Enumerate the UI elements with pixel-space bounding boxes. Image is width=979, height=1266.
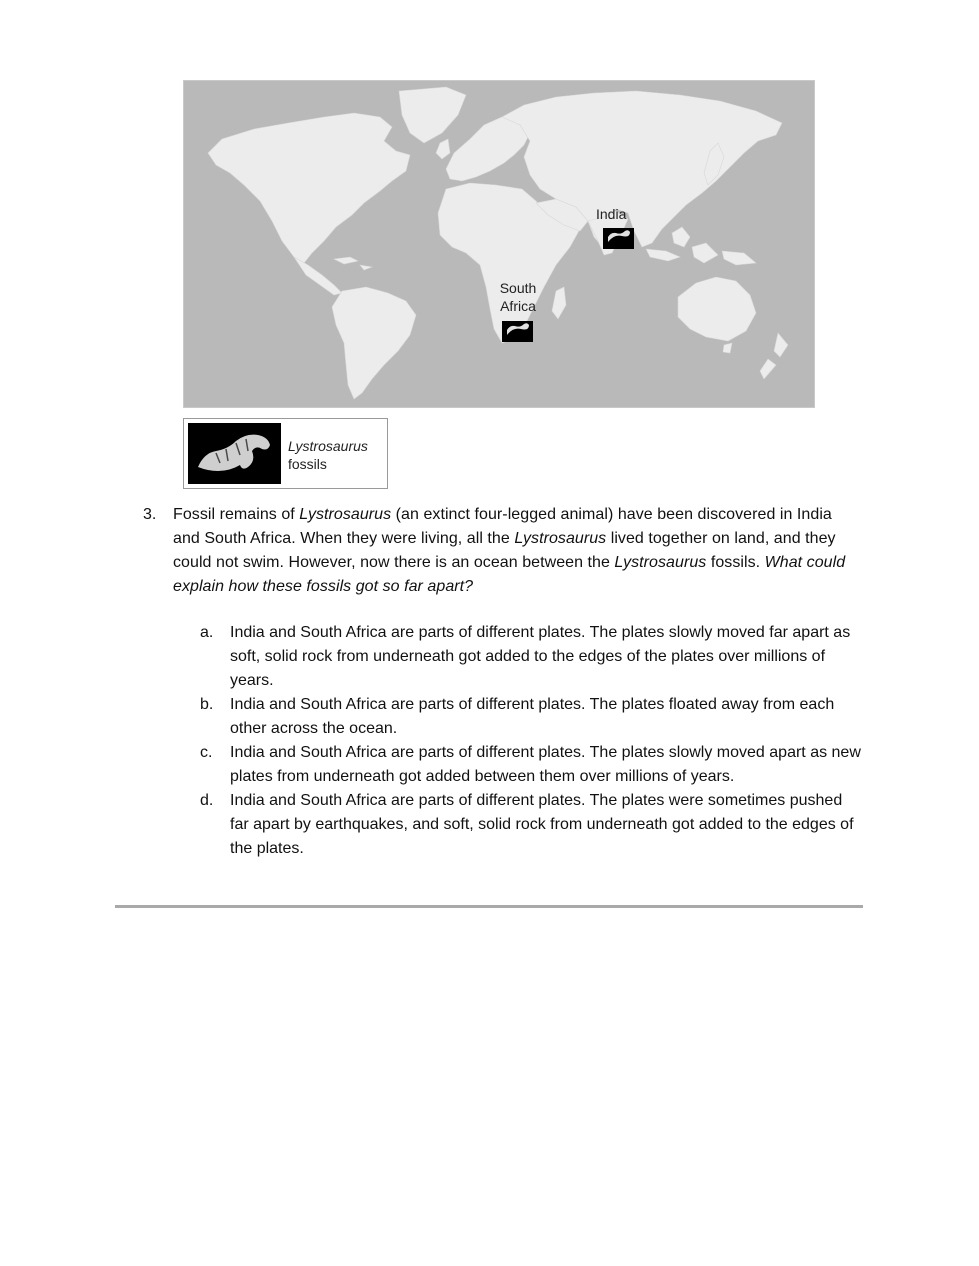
world-map (183, 80, 815, 408)
option-c[interactable] (200, 741, 865, 789)
option-letter: d. (200, 792, 214, 809)
question-text (173, 503, 863, 599)
australia-landmass (678, 277, 756, 341)
legend-caption (288, 437, 368, 473)
legend-species-name: Lystrosaurus (288, 438, 368, 454)
section-divider (115, 905, 863, 908)
option-b[interactable] (200, 693, 865, 741)
option-text: India and South Africa are parts of different plates. The plates floated away from each other across the ocean. (230, 696, 835, 737)
question-text-part: lived together on land, and they could not swim. However, now there is an ocean between the (173, 530, 836, 571)
question-text-part: Lystrosaurus (614, 554, 707, 571)
option-text: India and South Africa are parts of different plates. The plates slowly moved far apart as soft, solid rock from underneath got added to the edges of the plates over millions of years. (230, 624, 851, 689)
europe-landmass (446, 117, 530, 181)
question-number: 3. (143, 506, 157, 523)
option-text: India and South Africa are parts of different plates. The plates were sometimes pushed far apart by earthquakes, and soft, solid rock from underneath got added to the edges of the plates. (230, 792, 854, 857)
question-text-part: Lystrosaurus (299, 506, 392, 523)
south-america-landmass (332, 287, 416, 399)
south-africa-label-line1: South (499, 280, 537, 296)
central-america-landmass (294, 257, 342, 295)
answer-options (200, 621, 865, 861)
question-text-part: Fossil remains of (173, 506, 300, 523)
lystrosaurus-fossil-image (188, 423, 281, 484)
madagascar-landmass (552, 287, 566, 319)
north-america-landmass (208, 113, 410, 263)
india-label: India (596, 206, 627, 222)
option-text: India and South Africa are parts of different plates. The plates slowly moved apart as new plates from underneath got added between them over millions of years. (230, 744, 861, 785)
world-map-drawing (184, 81, 814, 407)
option-letter: b. (200, 696, 214, 713)
south-africa-label (492, 279, 544, 315)
india-fossil-marker (603, 228, 634, 249)
question-text-part: (an extinct four-legged animal) have been discovered in India and South Africa. When they were living, all the (173, 506, 832, 547)
option-letter: a. (200, 624, 214, 641)
question-text-part: Lystrosaurus (514, 530, 607, 547)
option-letter: c. (200, 744, 213, 761)
option-d[interactable] (200, 789, 865, 861)
fossil-legend (183, 418, 388, 489)
south-africa-label-line2: Africa (500, 298, 536, 314)
question-3 (143, 503, 863, 599)
question-prompt: What could explain how these fossils got so far apart? (173, 554, 846, 595)
question-text-part: fossils. (706, 554, 765, 571)
greenland-landmass (399, 87, 466, 143)
option-a[interactable] (200, 621, 865, 693)
fossil-skeleton-icon (188, 423, 281, 484)
south-africa-fossil-marker (502, 321, 533, 342)
legend-suffix: fossils (288, 456, 327, 472)
